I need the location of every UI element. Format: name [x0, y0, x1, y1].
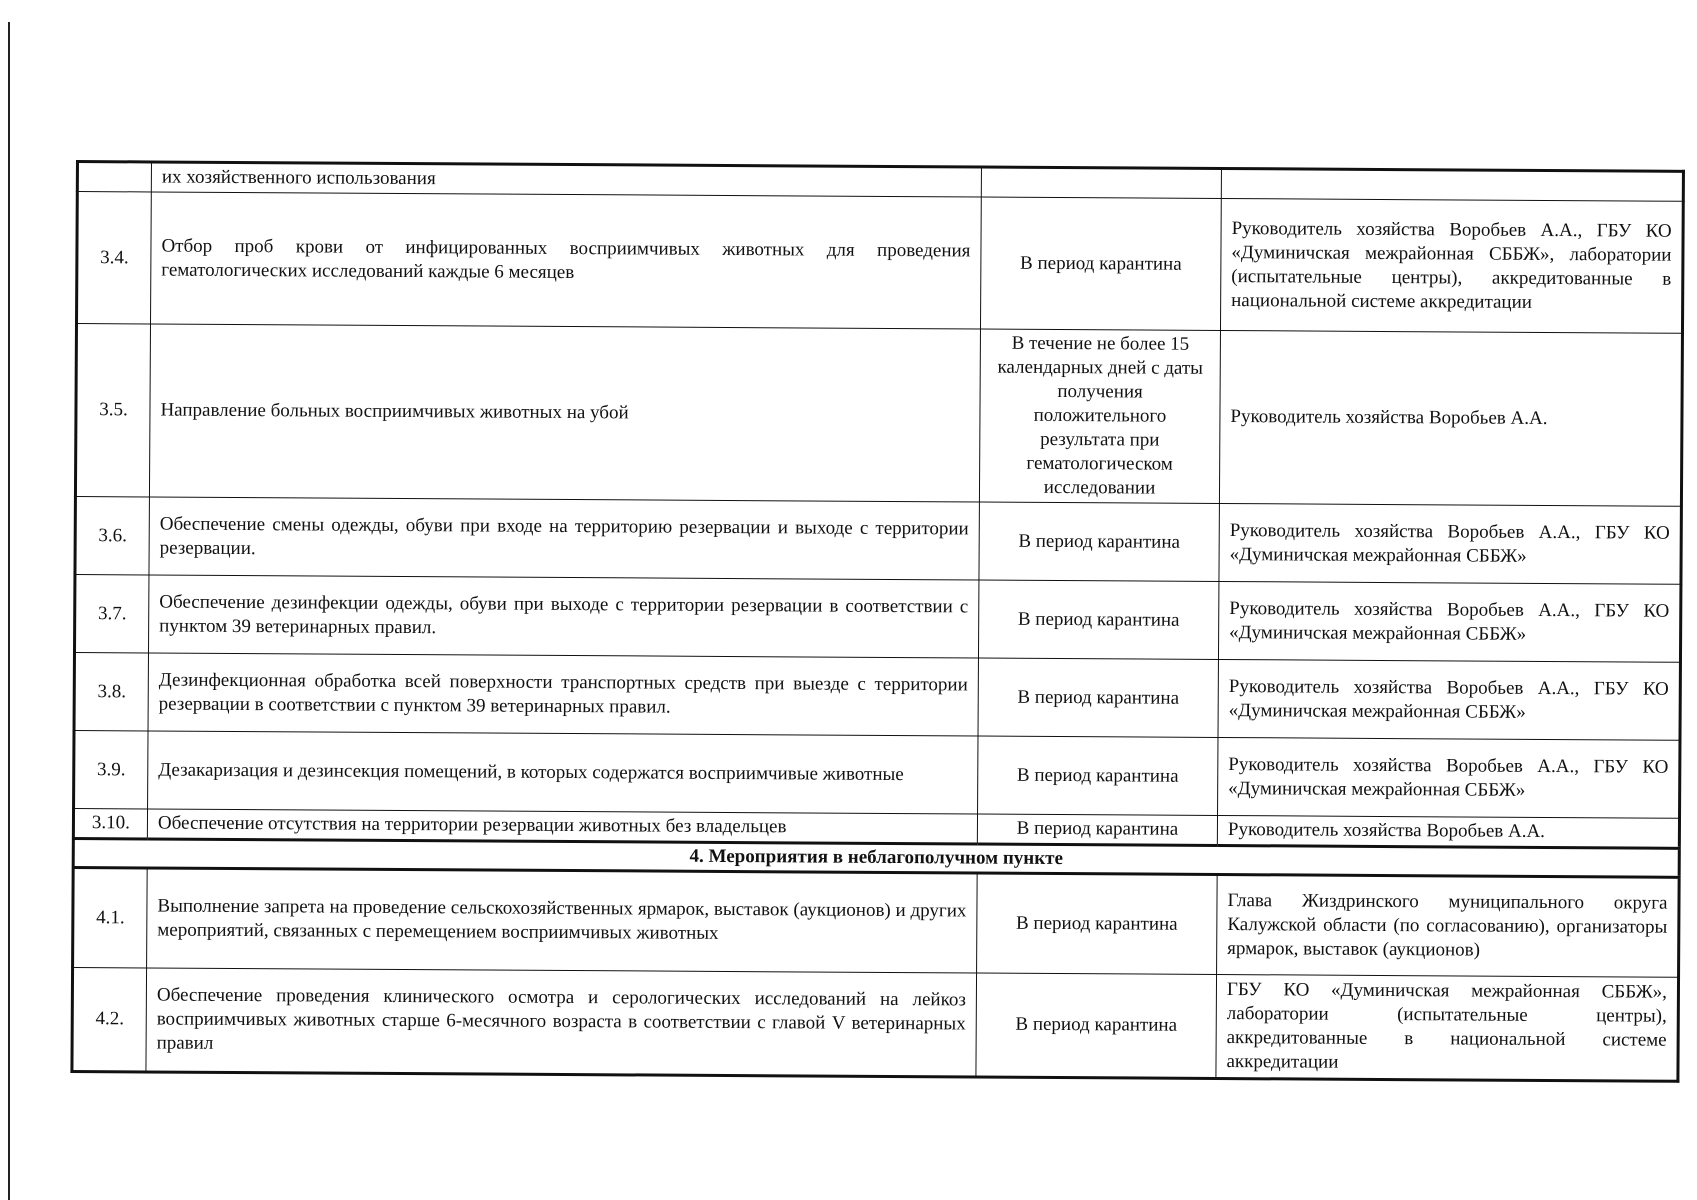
measure-cell: Выполнение запрета на проведение сельскохозяйственных ярмарок, выставок (аукционов) и других мероприятий, связанных с перемещением восприимчивых животных [147, 868, 978, 973]
measure-cell: их хозяйственного использования [151, 162, 981, 197]
measure-cell: Обеспечение отсутствия на территории резервации животных без владельцев [147, 809, 977, 844]
responsible-cell: Руководитель хозяйства Воробьев А.А., ГБУ КО «Думиничская межрайонная СББЖ» [1218, 581, 1680, 662]
table-row [72, 967, 1679, 1081]
responsible-cell: Руководитель хозяйства Воробьев А.А., ГБУ КО «Думиничская межрайонная СББЖ», лаборатории (испытательные центры), аккредитованные в национальной системе аккредитации [1220, 198, 1683, 333]
row-number: 4.2. [72, 967, 147, 1071]
table-row [75, 497, 1681, 585]
measures-table [70, 160, 1685, 1083]
row-number: 3.9. [74, 730, 148, 808]
row-number: 3.6. [75, 497, 149, 575]
measure-cell: Отбор проб крови от инфицированных восприимчивых животных для проведения гематологических исследований каждые 6 месяцев [150, 192, 981, 329]
table-row [75, 324, 1682, 507]
table-row [77, 192, 1684, 334]
measure-cell: Направление больных восприимчивых животных на убой [149, 324, 980, 502]
row-number: 3.7. [74, 575, 148, 653]
responsible-cell: Руководитель хозяйства Воробьев А.А., ГБУ КО «Думиничская межрайонная СББЖ» [1219, 503, 1681, 584]
responsible-cell: ГБУ КО «Думиничская межрайонная СББЖ», лаборатории (испытательные центры), аккредитованные в национальной системе аккредитации [1216, 974, 1679, 1081]
row-number: 3.10. [73, 808, 147, 838]
table-row [74, 653, 1680, 741]
term-cell: В период карантина [980, 197, 1221, 330]
term-cell: В период карантина [978, 736, 1218, 815]
term-cell: В период карантина [979, 502, 1219, 581]
measure-cell: Дезинфекционная обработка всей поверхности транспортных средств при выезде с территории резервации в соответствии с пунктом 39 ветеринарных правил. [148, 653, 978, 736]
table-row [73, 867, 1680, 977]
row-number: 3.8. [74, 653, 148, 731]
responsible-cell: Руководитель хозяйства Воробьев А.А., ГБУ КО «Думиничская межрайонная СББЖ» [1218, 737, 1680, 818]
term-cell: В течение не более 15 календарных дней с даты получения положительного результата при гематологическом исследовании [979, 329, 1220, 503]
term-cell [981, 167, 1221, 198]
measure-cell: Дезакаризация и дезинсекция помещений, в которых содержатся восприимчивые животные [148, 731, 978, 814]
term-cell: В период карантина [977, 873, 1218, 974]
row-number: 3.5. [75, 324, 150, 497]
responsible-cell: Глава Жиздринского муниципального округа Калужской области (по согласованию), организаторы ярмарок, выставок (аукционов) [1217, 874, 1680, 977]
row-number [77, 162, 151, 192]
responsible-cell: Руководитель хозяйства Воробьев А.А. [1217, 815, 1679, 848]
term-cell: В период карантина [977, 814, 1217, 845]
measure-cell: Обеспечение смены одежды, обуви при входе на территорию резервации и выходе с территории резервации. [149, 497, 979, 580]
scan-edge-line [8, 22, 10, 1200]
responsible-cell [1221, 168, 1683, 201]
term-cell: В период карантина [978, 580, 1218, 659]
row-number: 4.1. [73, 867, 148, 967]
measure-cell: Обеспечение дезинфекции одежды, обуви при выходе с территории резервации в соответствии с пунктом 39 ветеринарных правил. [148, 575, 978, 658]
responsible-cell: Руководитель хозяйства Воробьев А.А., ГБУ КО «Думиничская межрайонная СББЖ» [1218, 659, 1680, 740]
term-cell: В период карантина [978, 658, 1218, 737]
table-row [74, 575, 1680, 663]
row-number: 3.4. [77, 192, 152, 324]
responsible-cell: Руководитель хозяйства Воробьев А.А. [1219, 330, 1682, 506]
document-page [70, 160, 1682, 1083]
measure-cell: Обеспечение проведения клинического осмотра и серологических исследований на лейкоз восприимчивых животных старше 6-месячного возраста в соответствии с главой V ветеринарных правил [146, 968, 977, 1077]
table-row [74, 730, 1680, 818]
term-cell: В период карантина [976, 973, 1217, 1078]
section-title: 4. Мероприятия в неблагополучном пункте [73, 838, 1679, 877]
